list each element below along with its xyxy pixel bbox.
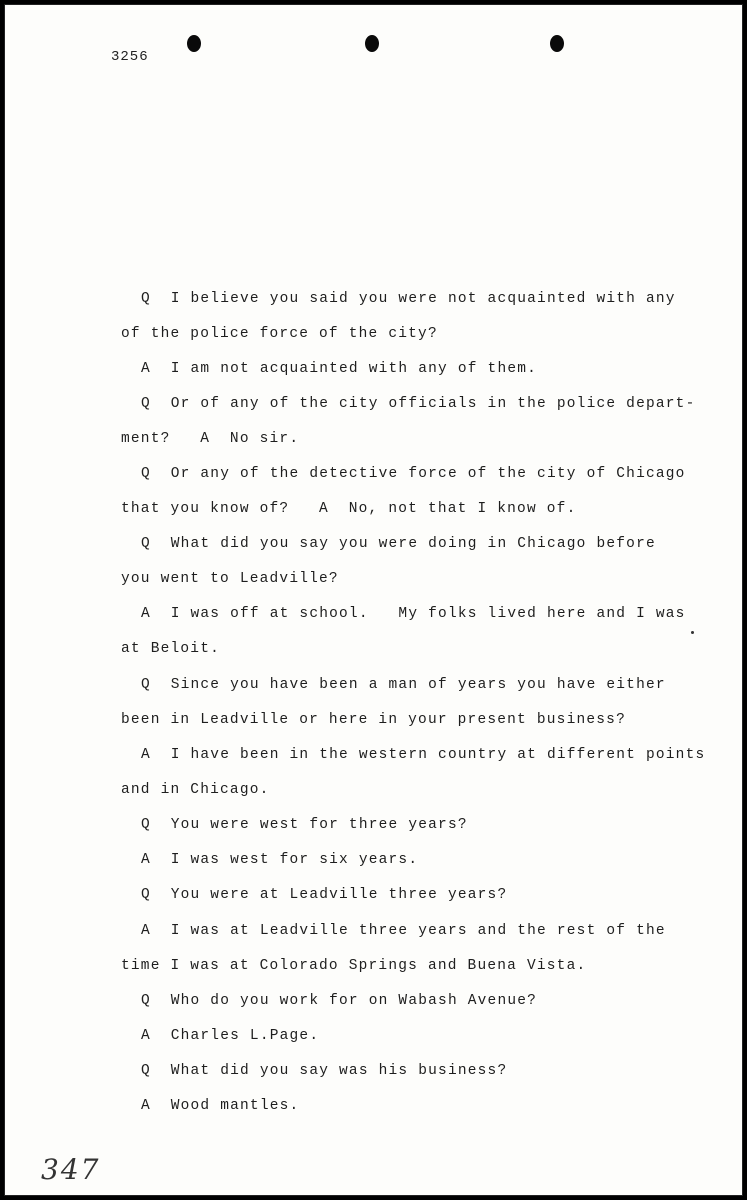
- transcript-line: A I was off at school. My folks lived here and I was: [141, 606, 686, 622]
- document-page: [4, 4, 743, 1196]
- page-number: 3256: [111, 49, 149, 65]
- transcript-line: Q I believe you said you were not acquainted with any: [141, 291, 676, 307]
- transcript-line: been in Leadville or here in your present business?: [121, 712, 626, 728]
- transcript-line: Q What did you say you were doing in Chicago before: [141, 536, 656, 552]
- transcript-line: Q Who do you work for on Wabash Avenue?: [141, 993, 538, 1009]
- binder-hole-left: [187, 35, 201, 52]
- transcript-line: A Charles L.Page.: [141, 1028, 320, 1044]
- transcript-line: Q Or of any of the city officials in the police depart-: [141, 396, 696, 412]
- transcript-line: at Beloit.: [121, 641, 221, 657]
- transcript-line: Q Or any of the detective force of the city of Chicago: [141, 466, 686, 482]
- transcript-line: time I was at Colorado Springs and Buena Vista.: [121, 958, 587, 974]
- transcript-line: and in Chicago.: [121, 782, 270, 798]
- transcript-line: A I have been in the western country at different points: [141, 747, 706, 763]
- transcript-line: Q Since you have been a man of years you have either: [141, 677, 666, 693]
- ink-speck: [691, 631, 694, 634]
- transcript-line: A Wood mantles.: [141, 1098, 300, 1114]
- transcript-line: Q You were at Leadville three years?: [141, 887, 508, 903]
- transcript-line: ment? A No sir.: [121, 431, 300, 447]
- transcript-line: you went to Leadville?: [121, 571, 339, 587]
- transcript-line: A I was at Leadville three years and the rest of the: [141, 923, 666, 939]
- transcript-line: that you know of? A No, not that I know of.: [121, 501, 577, 517]
- transcript-line: of the police force of the city?: [121, 326, 438, 342]
- binder-hole-center: [365, 35, 379, 52]
- transcript-line: Q You were west for three years?: [141, 817, 468, 833]
- transcript-line: A I was west for six years.: [141, 852, 419, 868]
- binder-hole-right: [550, 35, 564, 52]
- transcript-line: A I am not acquainted with any of them.: [141, 361, 538, 377]
- handwritten-page-number: 347: [41, 1153, 101, 1186]
- transcript-line: Q What did you say was his business?: [141, 1063, 508, 1079]
